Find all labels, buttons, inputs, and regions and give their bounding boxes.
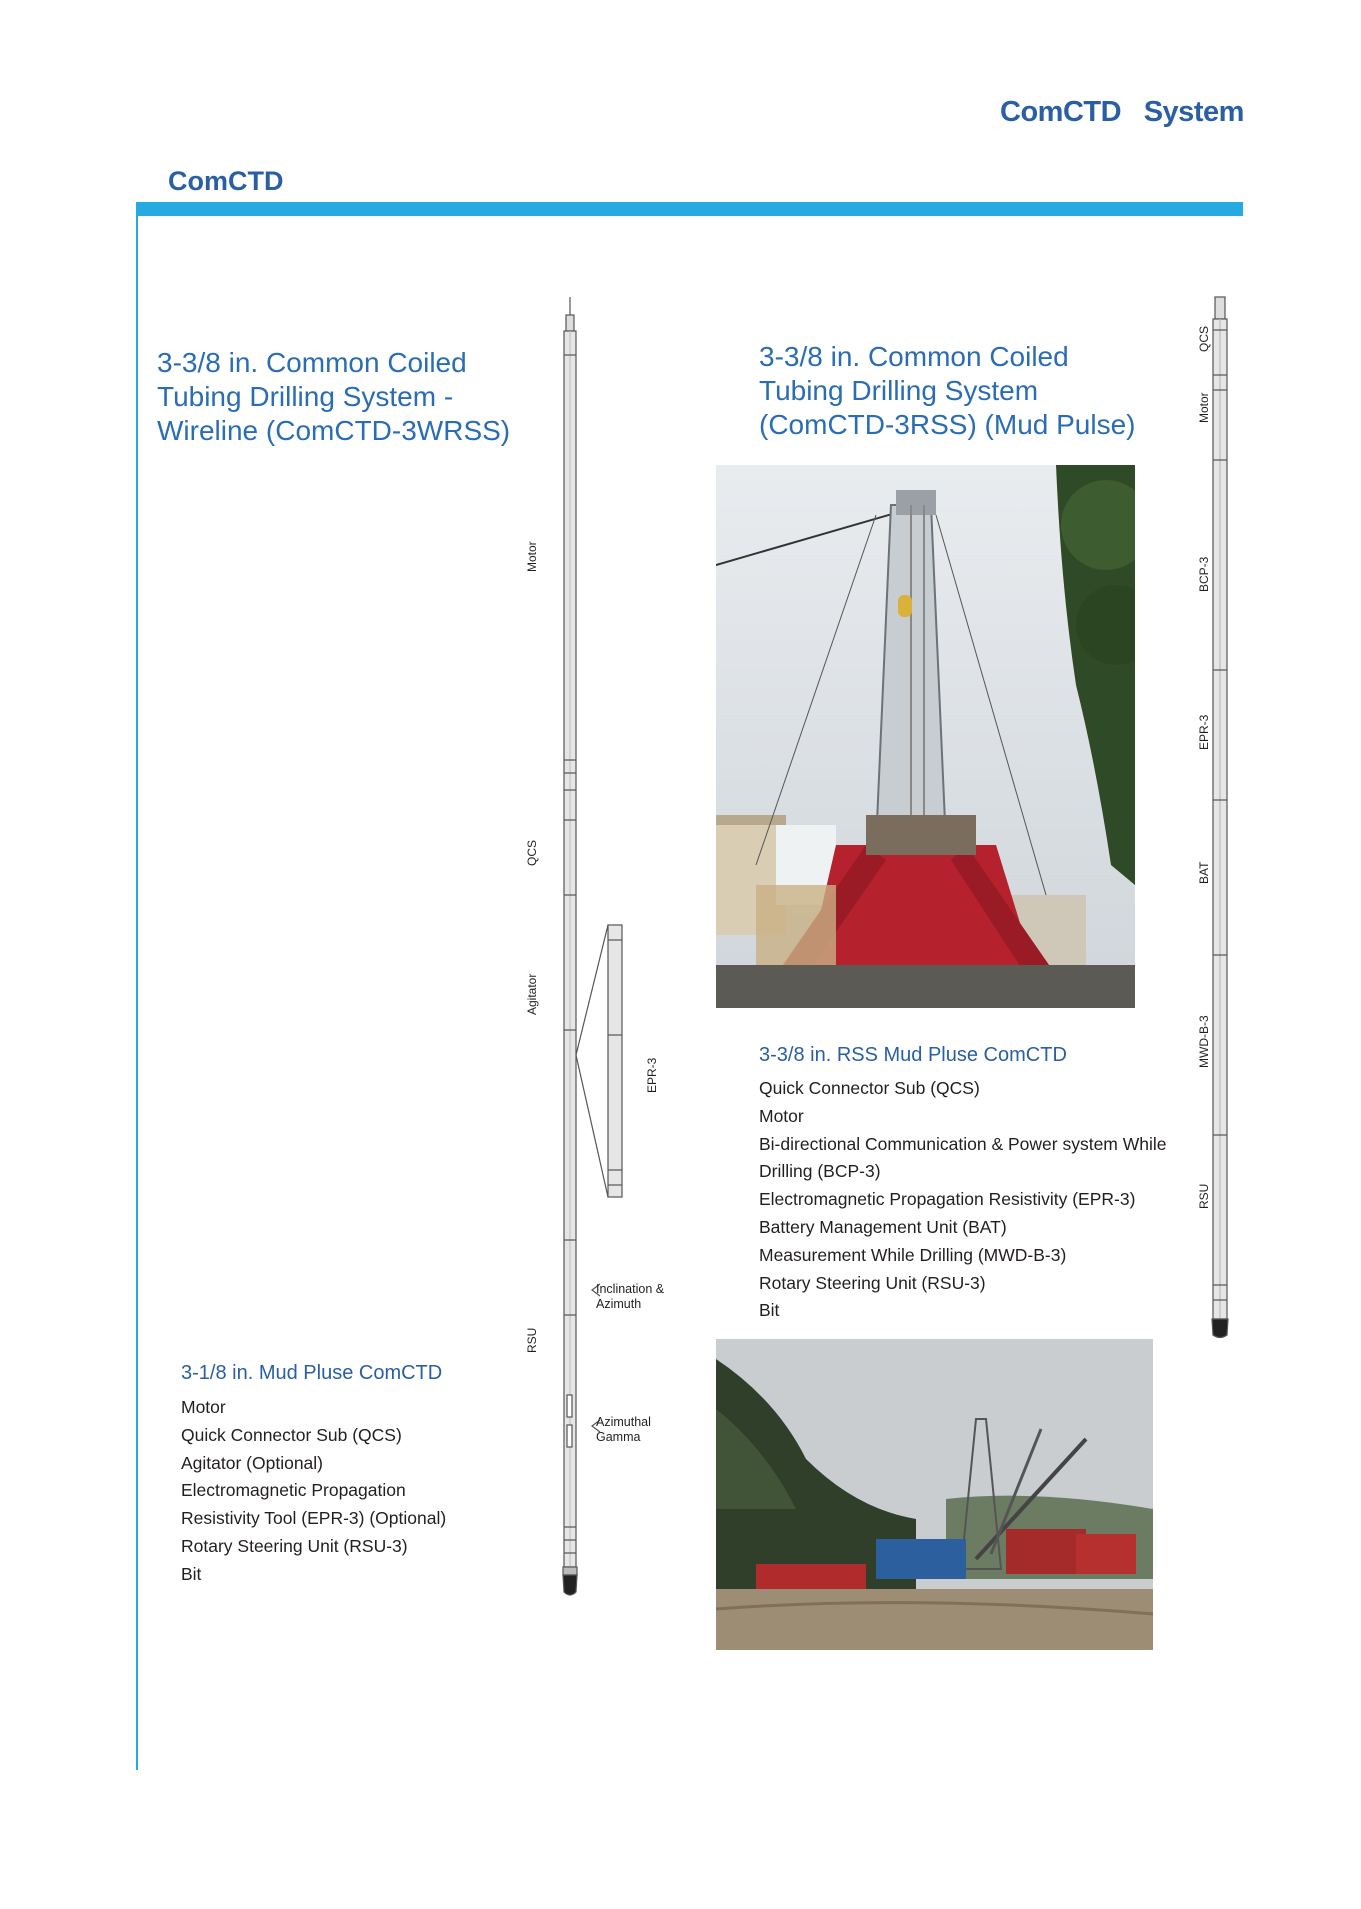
right-label-rsu: RSU [1197, 1183, 1211, 1209]
left-tool-string-diagram [500, 295, 690, 1605]
left-label-qcs: QCS [525, 839, 539, 866]
left-title-line-1: 3-3/8 in. Common Coiled [157, 347, 467, 378]
list-item: Resistivity Tool (EPR-3) (Optional) [181, 1508, 447, 1529]
list-item: Quick Connector Sub (QCS) [181, 1424, 402, 1445]
list-item: Electromagnetic Propagation Resistivity (EPR-3) [759, 1189, 1136, 1210]
list-item: Agitator (Optional) [181, 1452, 324, 1473]
list-item: Motor [181, 1397, 226, 1417]
right-label-epr: EPR-3 [1197, 714, 1211, 750]
right-title [759, 340, 1136, 442]
left-label-motor: Motor [525, 541, 539, 572]
right-label-bcp: BCP-3 [1197, 556, 1211, 592]
list-item: Rotary Steering Unit (RSU-3) [759, 1272, 986, 1293]
right-title-line-2: Tubing Drilling System [759, 375, 1039, 406]
left-title-line-2: Tubing Drilling System - [157, 381, 454, 412]
list-item: Electromagnetic Propagation [181, 1480, 406, 1501]
list-item: Motor [759, 1105, 804, 1126]
right-label-bat: BAT [1197, 861, 1211, 884]
list-item: Measurement While Drilling (MWD-B-3) [759, 1244, 1067, 1265]
right-label-qcs: QCS [1197, 325, 1211, 352]
drilling-rig-photo [716, 465, 1135, 1008]
left-margin-line [136, 216, 138, 1770]
left-title-line-3: Wireline (ComCTD-3WRSS) [157, 415, 511, 446]
left-label-agitator: Agitator [525, 973, 539, 1015]
list-item: Drilling (BCP-3) [759, 1161, 881, 1182]
right-label-mwd: MWD-B-3 [1197, 1015, 1211, 1068]
list-item: Battery Management Unit (BAT) [759, 1216, 1007, 1237]
list-item: Rotary Steering Unit (RSU-3) [181, 1535, 408, 1556]
left-subtitle: 3-1/8 in. Mud Pluse ComCTD [181, 1362, 443, 1384]
left-title [157, 346, 510, 448]
left-component-list [181, 1394, 446, 1589]
system-title: ComCTD System [1000, 96, 1244, 128]
inclination-azimuth-note: Inclination & Azimuth [596, 1282, 665, 1311]
left-label-epr: EPR-3 [645, 1057, 659, 1093]
field-site-photo [716, 1339, 1153, 1650]
header-accent-bar [136, 202, 1243, 216]
right-subtitle: 3-3/8 in. RSS Mud Pluse ComCTD [759, 1044, 1067, 1066]
azimuthal-gamma-note: Azimuthal Gamma [596, 1415, 651, 1444]
list-item: Bit [759, 1300, 780, 1321]
right-title-line-1: 3-3/8 in. Common Coiled [759, 341, 1069, 372]
list-item: Quick Connector Sub (QCS) [759, 1078, 980, 1098]
list-item: Bit [181, 1563, 202, 1584]
right-title-line-3: (ComCTD-3RSS) (Mud Pulse) [759, 409, 1136, 440]
right-label-motor: Motor [1197, 392, 1211, 423]
section-title: ComCTD [168, 166, 284, 196]
left-label-rsu: RSU [525, 1327, 539, 1353]
right-component-list [759, 1075, 1167, 1325]
list-item: Bi-directional Communication & Power system While [759, 1133, 1167, 1154]
